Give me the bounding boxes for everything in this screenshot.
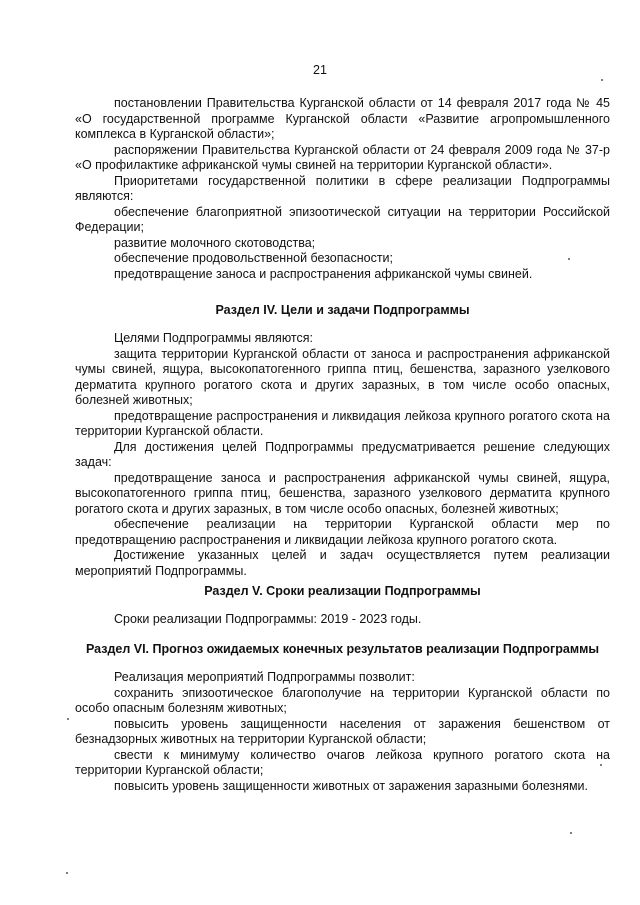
scan-speck	[570, 832, 572, 834]
paragraph: Приоритетами государственной политики в сфере реализации Подпрограммы являются:	[75, 173, 610, 203]
section-6-heading: Раздел VI. Прогноз ожидаемых конечных результатов реализации Подпрограммы	[85, 642, 600, 656]
paragraph: развитие молочного скотоводства;	[114, 235, 316, 250]
paragraph: повысить уровень защищенности животных от заражения заразными болезнями.	[114, 778, 589, 793]
paragraph: обеспечение продовольственной безопасности;	[114, 251, 394, 265]
paragraph: предотвращение распространения и ликвидация лейкоза крупного рогатого скота на территории Курганской области.	[75, 408, 610, 438]
scan-speck	[568, 258, 570, 260]
paragraph: обеспечение реализации на территории Курганской области мер по предотвращению распространения и ликвидации лейкоза крупного рогатого скота.	[75, 517, 610, 547]
paragraph: обеспечение благоприятной эпизоотической ситуации на территории Российской Федерации;	[75, 204, 610, 234]
paragraph: Реализация мероприятий Подпрограммы позволит:	[114, 670, 415, 684]
section-4-heading: Раздел IV. Цели и задачи Подпрограммы	[215, 303, 470, 317]
paragraph: распоряжении Правительства Курганской области от 24 февраля 2009 года № 37-р «О профилактике африканской чумы свиней на территории Курганской области».	[75, 142, 610, 172]
intro-block	[75, 96, 610, 282]
paragraph: сохранить эпизоотическое благополучие на территории Курганской области по особо опасным болезням животных;	[75, 685, 610, 715]
paragraph: постановлении Правительства Курганской области от 14 февраля 2017 года № 45 «О государственной программе Курганской области «Развитие агропромышленного комплекса в Курганской области»;	[75, 96, 610, 141]
section-4-body	[75, 331, 610, 579]
section-6-body	[75, 670, 610, 794]
scan-speck	[67, 718, 69, 720]
paragraph: предотвращение заноса и распространения африканской чумы свиней.	[114, 266, 533, 281]
paragraph: защита территории Курганской области от заноса и распространения африканской чумы свиней, ящура, высокопатогенного гриппа птиц, бешенства, заразного узелкового дерматита крупного рогатого скота и других заразных, в том числе особо опасных, болезней животных;	[75, 346, 610, 407]
scan-speck	[600, 764, 602, 766]
paragraph: Достижение указанных целей и задач осуществляется путем реализации мероприятий Подпрограммы.	[75, 548, 610, 578]
paragraph: Для достижения целей Подпрограммы предусматривается решение следующих задач:	[75, 439, 610, 469]
paragraph: Целями Подпрограммы являются:	[114, 331, 313, 345]
section-5-heading: Раздел V. Сроки реализации Подпрограммы	[204, 584, 481, 598]
section-5-body	[75, 612, 610, 628]
paragraph: предотвращение заноса и распространения африканской чумы свиней, ящура, высокопатогенного гриппа птиц, бешенства, заразного узелкового дерматита крупного рогатого скота и других заразных, в том числе особо опасных, болезней животных;	[75, 470, 610, 516]
paragraph: повысить уровень защищенности населения от заражения бешенством от безнадзорных животных на территории Курганской области;	[75, 716, 610, 746]
paragraph: Сроки реализации Подпрограммы: 2019 - 2023 годы.	[114, 612, 422, 626]
scan-speck	[66, 872, 68, 874]
page-number: 21	[313, 63, 327, 77]
scan-speck	[601, 79, 603, 81]
paragraph: свести к минимуму количество очагов лейкоза крупного рогатого скота на территории Курганской области;	[75, 747, 610, 777]
